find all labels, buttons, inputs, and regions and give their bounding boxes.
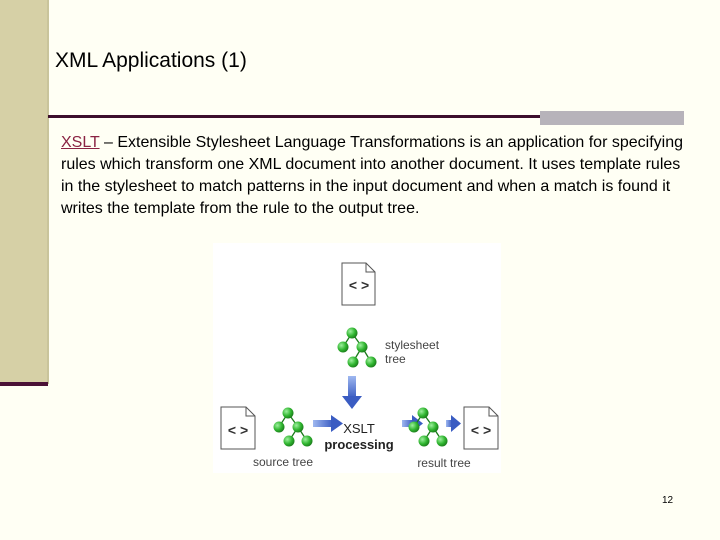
source-doc-glyph: < > — [227, 422, 249, 438]
result-doc-glyph: < > — [470, 422, 492, 438]
result-document-icon — [464, 407, 498, 449]
result-tree-label: result tree — [417, 456, 471, 470]
stylesheet-label-line2: tree — [385, 352, 406, 366]
process-label-line2: processing — [324, 437, 394, 452]
stylesheet-label-line1: stylesheet — [385, 338, 440, 352]
page-number: 12 — [662, 495, 674, 506]
body-text: – Extensible Stylesheet Language Transformations is an application for specifying rules which transform one XML document into another document. It uses template rules in the stylesheet to match patterns in the input document and when a match is found it writes the template from the rule to the output tree. — [61, 134, 683, 217]
stylesheet-document-icon — [342, 263, 375, 305]
side-decoration-bar — [0, 0, 49, 384]
side-bar-accent — [0, 382, 48, 386]
process-label-line1: XSLT — [343, 421, 375, 436]
stylesheet-doc-glyph: < > — [348, 277, 370, 293]
title-divider — [48, 115, 540, 118]
xslt-link[interactable]: XSLT — [61, 134, 100, 151]
body-paragraph — [61, 132, 686, 220]
slide-title: XML Applications (1) — [55, 49, 247, 72]
xslt-diagram — [213, 243, 501, 473]
source-tree-label: source tree — [252, 455, 314, 469]
title-divider-accent — [540, 111, 684, 125]
source-document-icon — [221, 407, 255, 449]
